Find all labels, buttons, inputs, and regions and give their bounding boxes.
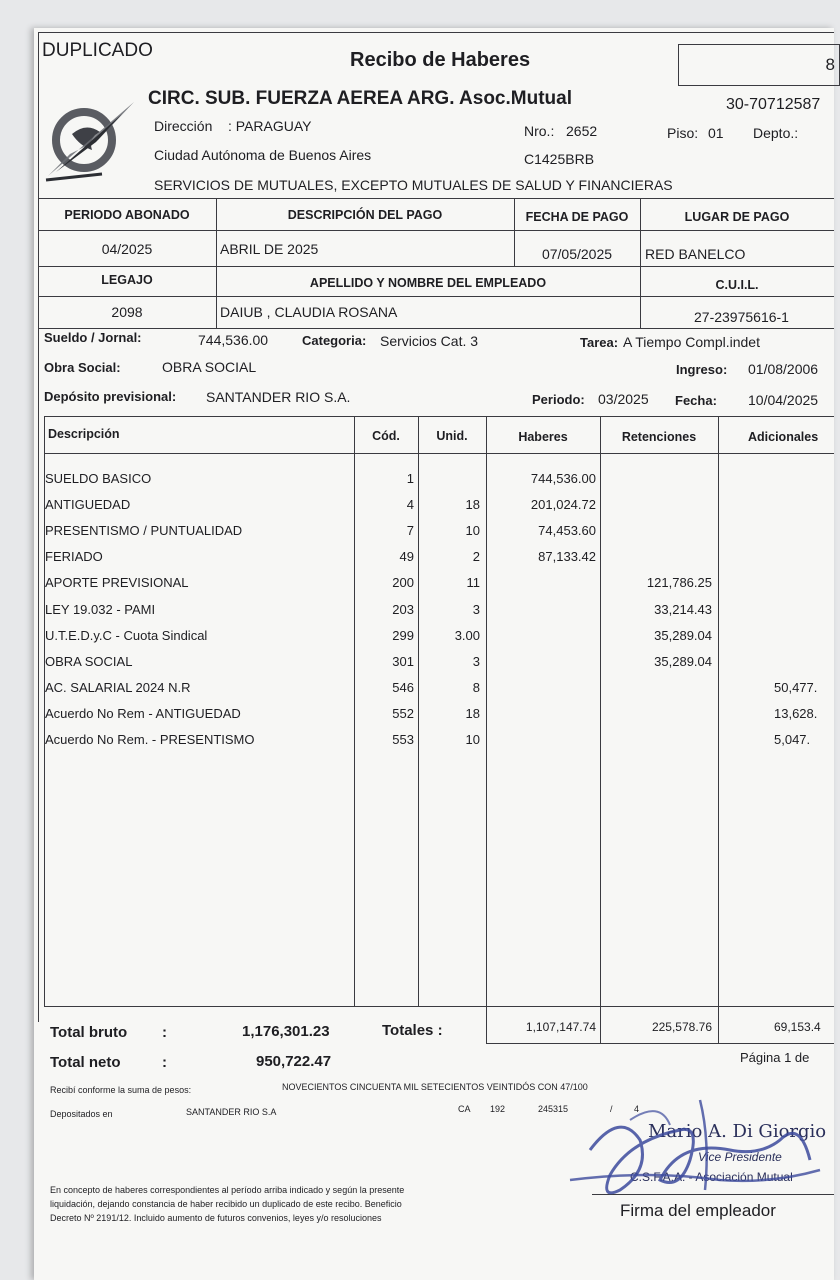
city: Ciudad Autónoma de Buenos Aires xyxy=(154,147,372,163)
row-unid: 18 xyxy=(465,706,480,721)
copy-label: DUPLICADO xyxy=(42,40,153,61)
row-descripcion: PRESENTISMO / PUNTUALIDAD xyxy=(45,523,243,538)
row-haberes: 744,536.00 xyxy=(530,471,596,486)
total-bruto-colon: : xyxy=(162,1024,167,1041)
postal-code: C1425BRB xyxy=(524,151,595,167)
total-neto-label: Total neto xyxy=(50,1054,121,1071)
piso-label: Piso: xyxy=(667,125,699,141)
header-lugar-pago: LUGAR DE PAGO xyxy=(684,210,790,224)
row-unid: 2 xyxy=(472,549,480,564)
lugar-pago-value: RED BANELCO xyxy=(645,246,746,262)
row-descripcion: OBRA SOCIAL xyxy=(45,654,133,669)
header-fecha-pago: FECHA DE PAGO xyxy=(525,210,629,224)
row-cod: 200 xyxy=(392,575,414,590)
ca-digit: 4 xyxy=(634,1104,640,1114)
company-name: CIRC. SUB. FUERZA AEREA ARG. Asoc.Mutual xyxy=(148,88,572,109)
pagina-label: Página 1 de xyxy=(740,1050,810,1065)
row-adicionales: 13,628. xyxy=(774,706,818,721)
row-descripcion: U.T.E.D.y.C - Cuota Sindical xyxy=(45,628,208,643)
row-haberes: 74,453.60 xyxy=(538,523,596,538)
nro-value: 2652 xyxy=(566,123,598,139)
col-retenciones: Retenciones xyxy=(621,430,697,444)
tarea-value: A Tiempo Compl.indet xyxy=(623,334,760,350)
address-value: : PARAGUAY xyxy=(228,118,312,134)
col-descripcion: Descripción xyxy=(48,427,120,441)
fecha-label: Fecha: xyxy=(675,393,717,408)
row-cod: 7 xyxy=(406,523,414,538)
fecha-value: 10/04/2025 xyxy=(748,392,819,408)
ingreso-value: 01/08/2006 xyxy=(748,361,819,377)
row-retenciones: 33,214.43 xyxy=(654,602,712,617)
totales-label: Totales : xyxy=(382,1022,443,1039)
row-descripcion: Acuerdo No Rem - ANTIGUEDAD xyxy=(45,706,241,721)
total-neto-colon: : xyxy=(162,1054,167,1071)
row-descripcion: LEY 19.032 - PAMI xyxy=(45,602,156,617)
row-cod: 299 xyxy=(392,628,414,643)
periodo-value: 03/2025 xyxy=(598,391,649,407)
deposito-label: Depósito previsional: xyxy=(44,389,177,404)
row-cod: 553 xyxy=(392,732,414,747)
row-unid: 8 xyxy=(472,680,480,695)
depositados-bank: SANTANDER RIO S.A xyxy=(186,1107,277,1117)
legal-line-1: En concepto de haberes correspondientes al período arriba indicado y según la presente xyxy=(50,1185,405,1195)
receipt-number-box: 8 xyxy=(678,44,840,86)
periodo-label: Periodo: xyxy=(532,392,585,407)
recibi-text: NOVECIENTOS CINCUENTA MIL SETECIENTOS VEINTIDÓS CON 47/100 xyxy=(282,1082,588,1092)
header-periodo-abonado: PERIODO ABONADO xyxy=(64,208,190,222)
row-haberes: 87,133.42 xyxy=(538,549,596,564)
row-unid: 18 xyxy=(465,497,480,512)
total-retenciones: 225,578.76 xyxy=(651,1020,712,1034)
row-unid: 10 xyxy=(465,732,480,747)
legal-line-3: Decreto Nº 2191/12. Incluido aumento de futuros convenios, leyes y/o resoluciones xyxy=(50,1213,382,1223)
company-cuit: 30-70712587 xyxy=(726,96,821,113)
address-label: Dirección xyxy=(154,118,213,134)
row-cod: 301 xyxy=(392,654,414,669)
col-adicionales: Adicionales xyxy=(748,430,819,444)
document-title: Recibo de Haberes xyxy=(350,49,531,71)
row-cod: 1 xyxy=(406,471,414,486)
total-neto-value: 950,722.47 xyxy=(256,1053,332,1070)
depto-label: Depto.: xyxy=(753,125,799,141)
row-cod: 546 xyxy=(392,680,414,695)
row-unid: 10 xyxy=(465,523,480,538)
obra-social-label: Obra Social: xyxy=(44,360,121,375)
depositados-label: Depositados en xyxy=(50,1109,113,1119)
ingreso-label: Ingreso: xyxy=(676,362,728,377)
total-haberes: 1,107,147.74 xyxy=(525,1020,596,1034)
ca-separator: / xyxy=(610,1104,613,1114)
row-descripcion: AC. SALARIAL 2024 N.R xyxy=(45,680,191,695)
row-retenciones: 35,289.04 xyxy=(654,654,712,669)
employee-name: DAIUB , CLAUDIA ROSANA xyxy=(220,304,398,320)
handwritten-signature xyxy=(530,1080,830,1220)
col-cod: Cód. xyxy=(372,429,400,443)
row-retenciones: 121,786.25 xyxy=(646,575,712,590)
obra-social-value: OBRA SOCIAL xyxy=(162,359,257,375)
nro-label: Nro.: xyxy=(524,123,555,139)
sueldo-label: Sueldo / Jornal: xyxy=(44,330,142,345)
header-cuil: C.U.I.L. xyxy=(715,278,759,292)
recibi-label: Recibí conforme la suma de pesos: xyxy=(50,1085,192,1095)
tarea-label: Tarea: xyxy=(580,335,619,350)
fecha-pago-value: 07/05/2025 xyxy=(541,246,613,262)
row-cod: 203 xyxy=(392,602,414,617)
row-retenciones: 35,289.04 xyxy=(654,628,712,643)
ca-branch: 192 xyxy=(490,1104,506,1114)
row-unid: 3 xyxy=(472,654,480,669)
row-descripcion: SUELDO BASICO xyxy=(45,471,152,486)
descripcion-pago-value: ABRIL DE 2025 xyxy=(220,241,319,257)
row-haberes: 201,024.72 xyxy=(530,497,596,512)
categoria-value: Servicios Cat. 3 xyxy=(380,333,479,349)
categoria-label: Categoria: xyxy=(302,333,367,348)
col-haberes: Haberes xyxy=(518,430,568,444)
row-descripcion: ANTIGUEDAD xyxy=(45,497,131,512)
total-bruto-value: 1,176,301.23 xyxy=(242,1023,330,1040)
row-cod: 552 xyxy=(392,706,414,721)
row-cod: 49 xyxy=(399,549,414,564)
mutual-logo-icon xyxy=(42,94,138,186)
piso-value: 01 xyxy=(708,125,724,141)
company-activity: SERVICIOS DE MUTUALES, EXCEPTO MUTUALES DE SALUD Y FINANCIERAS xyxy=(154,177,673,193)
stamp-org: C.S.F.A.A. - Asociación Mutual xyxy=(630,1170,793,1184)
row-descripcion: Acuerdo No Rem. - PRESENTISMO xyxy=(45,732,255,747)
col-unid: Unid. xyxy=(436,429,468,443)
row-descripcion: APORTE PREVISIONAL xyxy=(45,575,189,590)
header-descripcion-pago: DESCRIPCIÓN DEL PAGO xyxy=(287,208,443,222)
stamp-name: Mario A. Di Giorgio xyxy=(648,1121,827,1142)
row-cod: 4 xyxy=(406,497,414,512)
firma-empleador-label: Firma del empleador xyxy=(620,1201,776,1220)
ca-account: 245315 xyxy=(538,1104,569,1114)
row-unid: 3 xyxy=(472,602,480,617)
header-apellido-nombre: APELLIDO Y NOMBRE DEL EMPLEADO xyxy=(309,276,547,290)
ca-label: CA xyxy=(458,1104,471,1114)
total-bruto-label: Total bruto xyxy=(50,1024,128,1041)
deposito-value: SANTANDER RIO S.A. xyxy=(206,389,351,405)
total-adicionales: 69,153.4 xyxy=(774,1020,821,1034)
header-legajo: LEGAJO xyxy=(101,273,153,287)
row-unid: 11 xyxy=(466,575,480,590)
legajo-value: 2098 xyxy=(111,304,143,320)
periodo-abonado-value: 04/2025 xyxy=(101,241,153,257)
stamp-role: Vice Presidente xyxy=(698,1150,782,1164)
row-unid: 3.00 xyxy=(454,628,480,643)
row-descripcion: FERIADO xyxy=(45,549,103,564)
row-adicionales: 50,477. xyxy=(774,680,818,695)
sueldo-value: 744,536.00 xyxy=(198,332,269,348)
row-adicionales: 5,047. xyxy=(774,732,811,747)
legal-line-2: liquidación, dejando constancia de haber recibido un duplicado de este recibo. Beneficio xyxy=(50,1199,402,1209)
cuil-value: 27-23975616-1 xyxy=(694,309,789,325)
